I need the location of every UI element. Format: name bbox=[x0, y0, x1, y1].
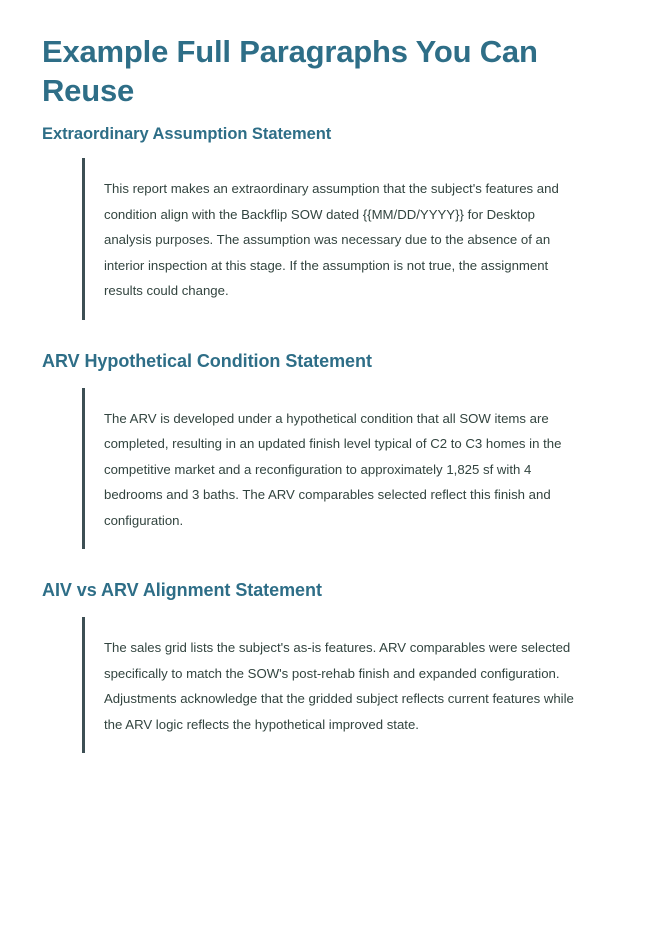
section-aiv-vs-arv-alignment bbox=[42, 565, 626, 753]
section-heading-aiv-vs-arv-alignment: AIV vs ARV Alignment Statement bbox=[42, 580, 322, 600]
quote-text-arv-hypothetical-condition: The ARV is developed under a hypothetical condition that all SOW items are completed, resulting in an updated finish level typical of C2 to C3 homes in the competitive market and a reconfiguration to approximately 1,825 sf with 4 bedrooms and 3 baths. The ARV comparables selected reflect this finish and configuration. bbox=[104, 410, 562, 528]
quote-text-aiv-vs-arv-alignment: The sales grid lists the subject's as-is features. ARV comparables were selected specifically to match the SOW's post-rehab finish and expanded configuration. Adjustments acknowledge that the gridded subject reflects current features while the ARV logic reflects the hypothetical improved state. bbox=[104, 640, 574, 732]
section-arv-hypothetical-condition bbox=[42, 336, 626, 550]
document-content bbox=[42, 32, 626, 769]
quote-block-arv-hypothetical-condition bbox=[82, 388, 586, 550]
quote-block-aiv-vs-arv-alignment bbox=[82, 617, 586, 753]
section-heading-extraordinary-assumption: Extraordinary Assumption Statement bbox=[42, 125, 332, 143]
quote-block-extraordinary-assumption bbox=[82, 158, 586, 320]
section-heading-arv-hypothetical-condition: ARV Hypothetical Condition Statement bbox=[42, 350, 372, 371]
page-title: Example Full Paragraphs You Can Reuse bbox=[42, 34, 538, 108]
section-extraordinary-assumption bbox=[42, 110, 626, 320]
quote-text-extraordinary-assumption: This report makes an extraordinary assumption that the subject's features and condition align with the Backflip SOW dated {{MM/DD/YYYY}} for Desktop analysis purposes. The assumption was necessary due to the absence of an interior inspection at this stage. If the assumption is not true, the assignment results could change. bbox=[104, 181, 559, 298]
